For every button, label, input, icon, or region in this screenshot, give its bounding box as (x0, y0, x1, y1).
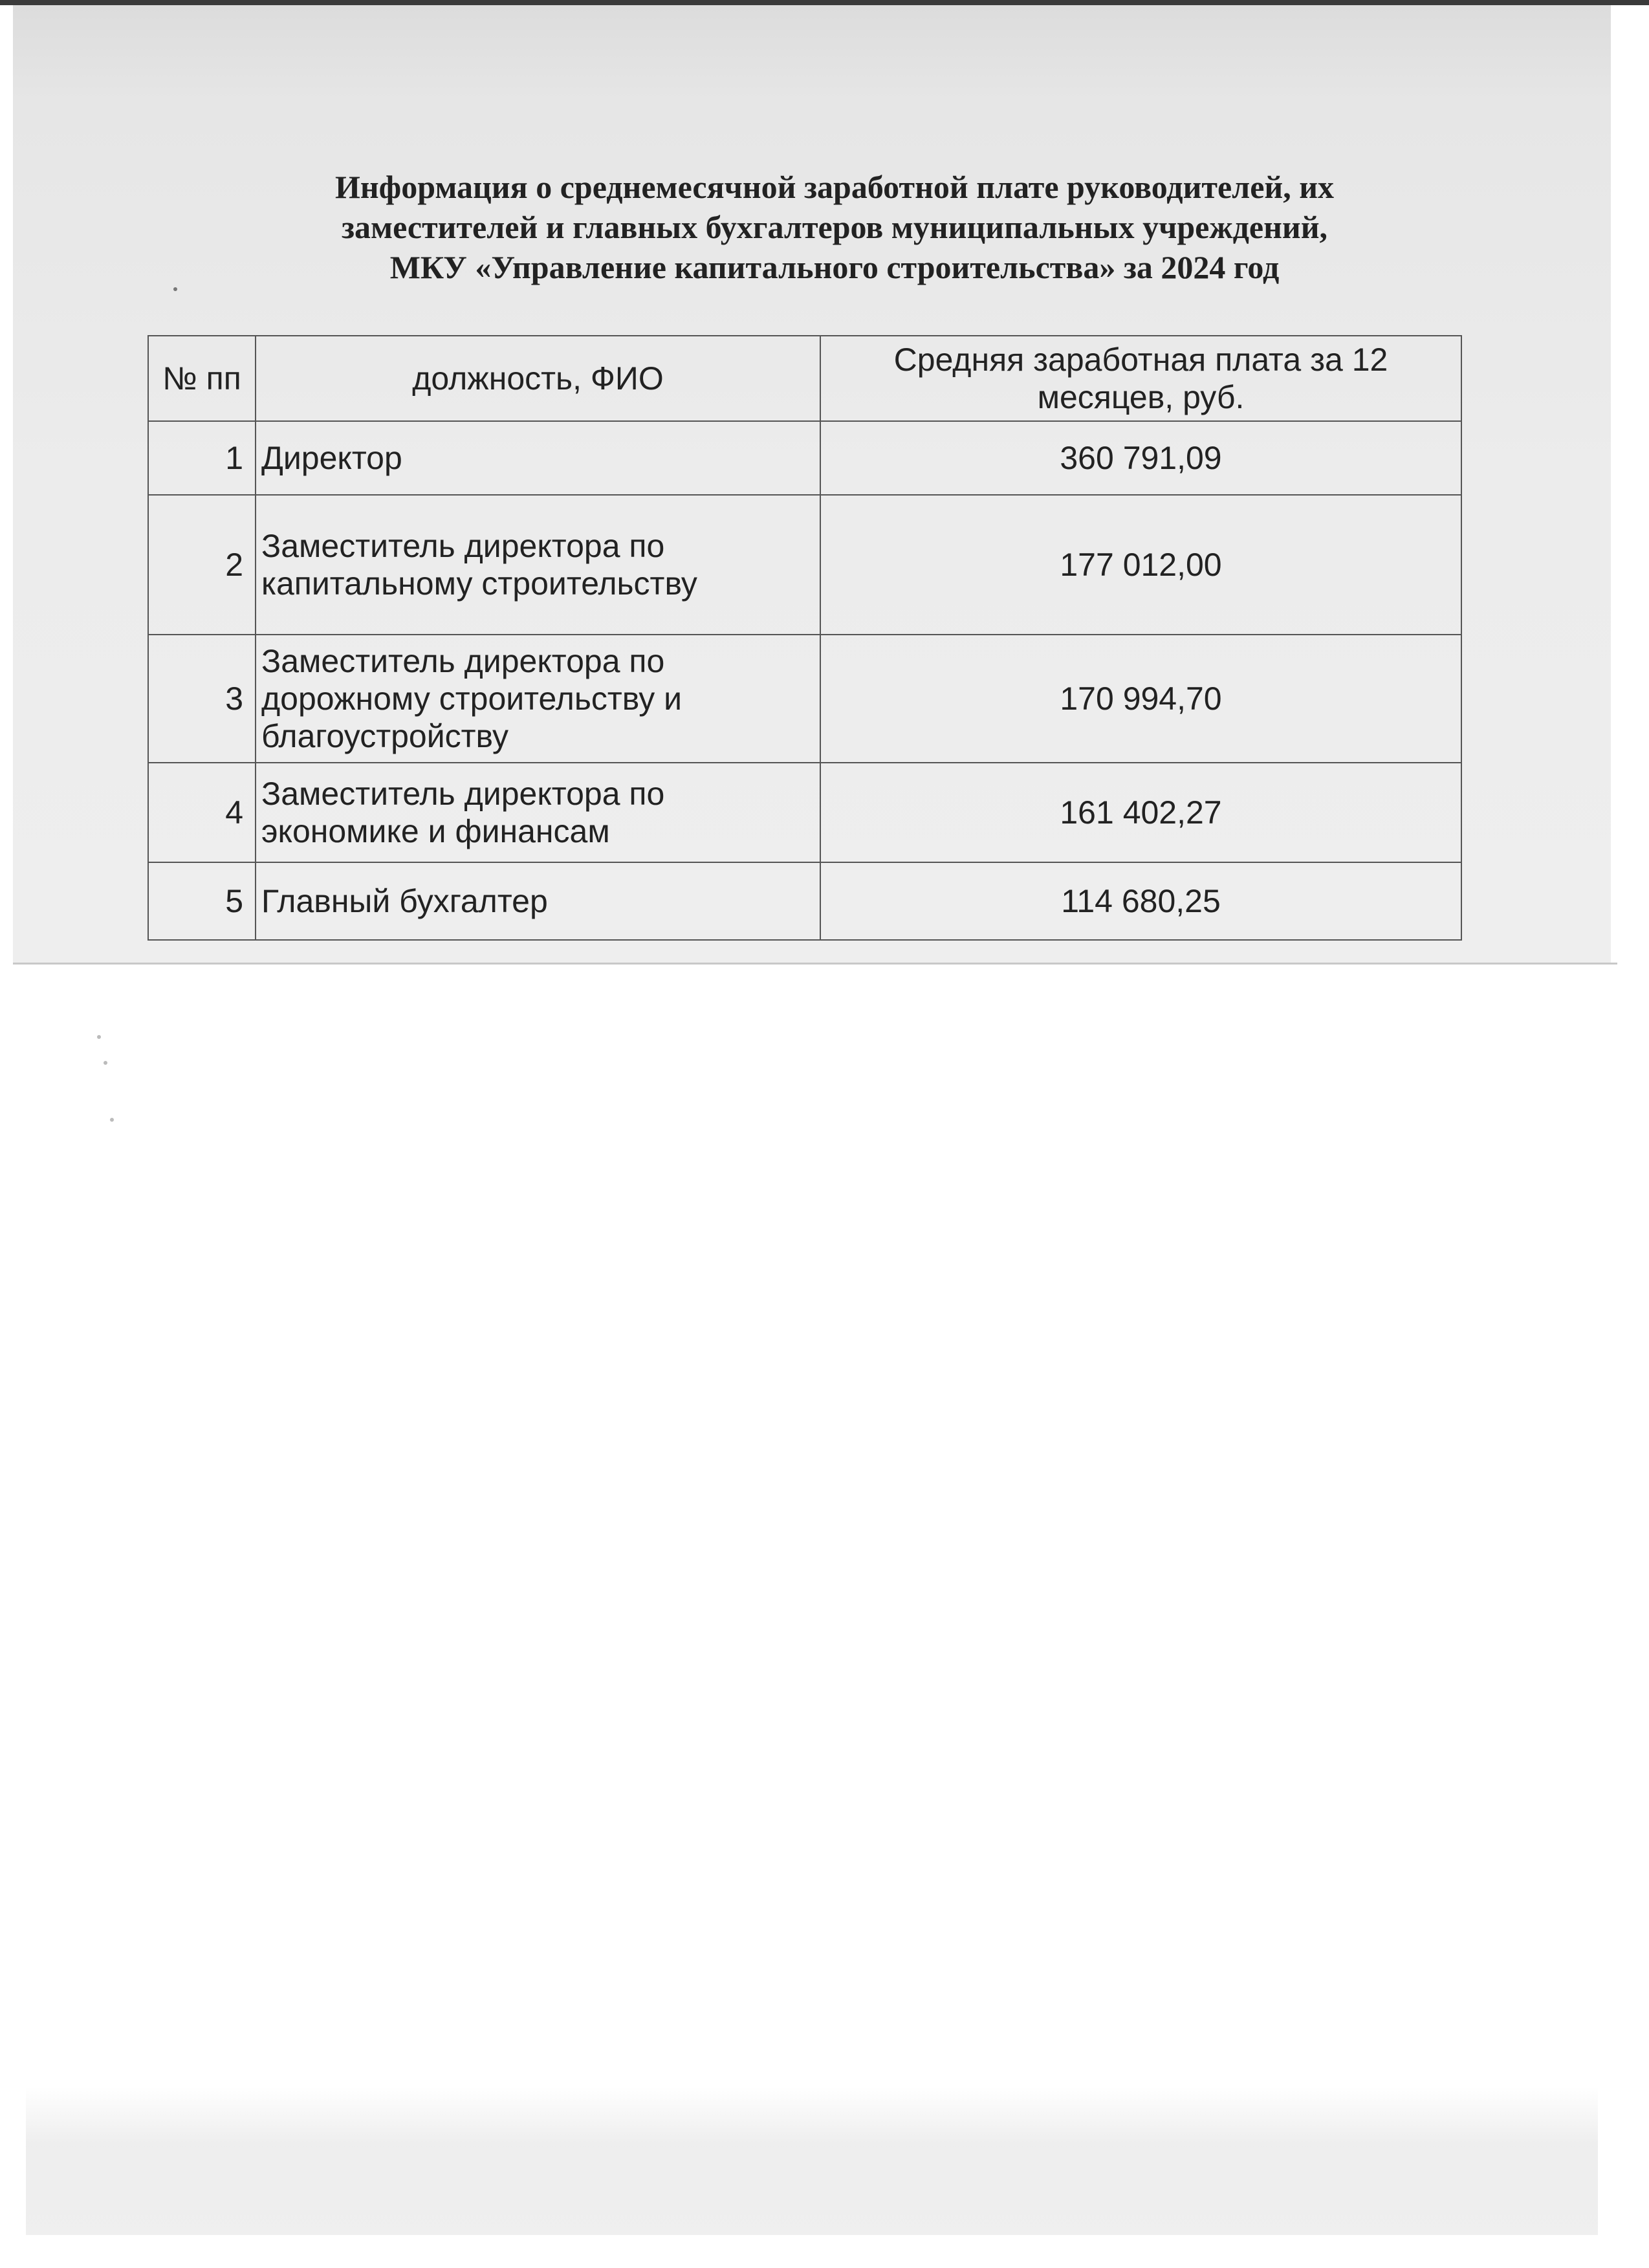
header-position: должность, ФИО (256, 336, 820, 421)
position-line: Главный бухгалтер (261, 883, 548, 919)
position-line: дорожному строительству и (261, 681, 683, 717)
position-line: Заместитель директора по (261, 528, 665, 564)
header-salary-line: Средняя заработная плата за 12 (893, 342, 1388, 378)
row-salary: 177 012,00 (820, 495, 1461, 635)
position-line: Директор (261, 440, 402, 476)
row-salary: 114 680,25 (820, 862, 1461, 940)
table-row (148, 763, 1461, 862)
title-line: Информация о среднемесячной заработной плате руководителей, их (334, 169, 1335, 205)
header-salary-line: месяцев, руб. (1037, 379, 1245, 415)
scan-top-edge (0, 0, 1649, 5)
position-line: капитальному строительству (261, 565, 697, 602)
header-number: № пп (148, 336, 256, 421)
row-position (256, 635, 820, 763)
row-salary: 161 402,27 (820, 763, 1461, 862)
row-number: 4 (148, 763, 256, 862)
table-row (148, 635, 1461, 763)
row-number: 3 (148, 635, 256, 763)
row-position (256, 763, 820, 862)
table-row (148, 495, 1461, 635)
salary-table (147, 335, 1462, 941)
table-row (148, 421, 1461, 495)
title-line: МКУ «Управление капитального строительства» за 2024 год (389, 249, 1280, 285)
row-position (256, 862, 820, 940)
scan-bottom-shade (26, 2086, 1598, 2235)
position-line: Заместитель директора по (261, 643, 665, 679)
header-salary (820, 336, 1461, 421)
row-number: 2 (148, 495, 256, 635)
table-row (148, 862, 1461, 940)
row-salary: 360 791,09 (820, 421, 1461, 495)
scan-speck (97, 1035, 101, 1039)
title-line: заместителей и главных бухгалтеров муниципальных учреждений, (341, 209, 1328, 245)
position-line: благоустройству (261, 718, 509, 754)
scan-speck (173, 287, 177, 291)
row-number: 1 (148, 421, 256, 495)
scan-bottom-edge (13, 963, 1617, 965)
scan-speck (104, 1061, 107, 1065)
scan-speck (110, 1118, 114, 1122)
position-line: Заместитель директора по (261, 776, 665, 812)
row-position (256, 495, 820, 635)
row-salary: 170 994,70 (820, 635, 1461, 763)
table-header-row (148, 336, 1461, 421)
row-number: 5 (148, 862, 256, 940)
row-position (256, 421, 820, 495)
position-line: экономике и финансам (261, 813, 610, 849)
document-title (168, 167, 1501, 287)
